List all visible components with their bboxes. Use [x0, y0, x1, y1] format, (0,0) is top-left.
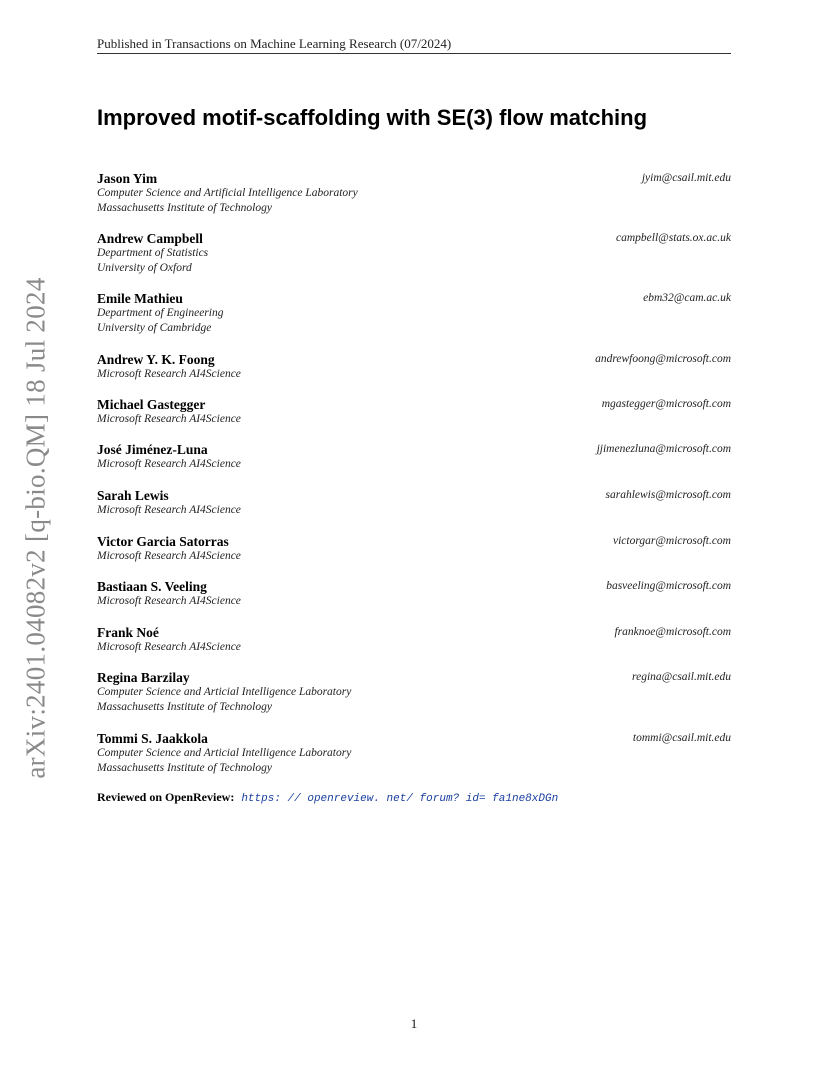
- author-email[interactable]: campbell@stats.ox.ac.uk: [615, 232, 731, 244]
- author-email[interactable]: jyim@csail.mit.edu: [641, 172, 731, 184]
- author-affiliation: Computer Science and Artificial Intelligence Laboratory: [97, 187, 358, 199]
- author-affiliation: Massachusetts Institute of Technology: [97, 701, 272, 713]
- reviewed-label: Reviewed on OpenReview:: [97, 790, 235, 804]
- author-email[interactable]: jjimenezluna@microsoft.com: [596, 443, 731, 455]
- paper-title: Improved motif-scaffolding with SE(3) flow matching: [97, 105, 648, 130]
- author-block: [97, 442, 731, 472]
- author-block: [97, 579, 731, 609]
- author-name: Andrew Campbell: [97, 231, 203, 246]
- author-block: [97, 534, 731, 564]
- author-name: José Jiménez-Luna: [97, 442, 208, 457]
- author-name: Sarah Lewis: [97, 488, 169, 503]
- author-name: Andrew Y. K. Foong: [97, 352, 215, 367]
- author-email[interactable]: mgastegger@microsoft.com: [601, 398, 731, 410]
- author-email[interactable]: regina@csail.mit.edu: [632, 671, 731, 683]
- author-affiliation: Computer Science and Articial Intelligence Laboratory: [97, 686, 352, 698]
- author-block: [97, 352, 731, 382]
- author-block: [97, 670, 731, 715]
- running-header: Published in Transactions on Machine Learning Research (07/2024): [97, 36, 452, 51]
- author-block: [97, 488, 731, 518]
- author-affiliation: University of Cambridge: [97, 322, 212, 334]
- author-email[interactable]: andrewfoong@microsoft.com: [595, 353, 731, 365]
- author-name: Frank Noé: [97, 625, 159, 640]
- author-email[interactable]: ebm32@cam.ac.uk: [643, 292, 731, 304]
- author-name: Jason Yim: [97, 171, 158, 186]
- author-email[interactable]: basveeling@microsoft.com: [606, 580, 731, 592]
- author-email[interactable]: tommi@csail.mit.edu: [632, 732, 731, 744]
- author-name: Regina Barzilay: [97, 670, 190, 685]
- author-email[interactable]: franknoe@microsoft.com: [614, 626, 731, 638]
- page-number: 1: [410, 1016, 418, 1031]
- author-block: [97, 731, 731, 776]
- author-affiliation: University of Oxford: [97, 262, 192, 274]
- author-name: Michael Gastegger: [97, 397, 206, 412]
- author-affiliation: Massachusetts Institute of Technology: [97, 202, 272, 214]
- author-name: Emile Mathieu: [97, 291, 183, 306]
- author-affiliation: Microsoft Research AI4Science: [97, 504, 241, 516]
- author-name: Tommi S. Jaakkola: [97, 731, 208, 746]
- author-block: [97, 231, 731, 276]
- author-affiliation: Microsoft Research AI4Science: [97, 368, 241, 380]
- reviewed-line: [97, 790, 558, 805]
- author-block: [97, 291, 731, 336]
- author-affiliation: Massachusetts Institute of Technology: [97, 762, 272, 774]
- author-affiliation: Microsoft Research AI4Science: [97, 595, 241, 607]
- author-block: [97, 625, 731, 655]
- author-name: Victor Garcia Satorras: [97, 534, 229, 549]
- author-name: Bastiaan S. Veeling: [97, 579, 207, 594]
- arxiv-stamp[interactable]: arXiv:2401.04082v2 [q-bio.QM] 18 Jul 2024: [20, 277, 51, 779]
- author-affiliation: Microsoft Research AI4Science: [97, 458, 241, 470]
- author-affiliation: Microsoft Research AI4Science: [97, 413, 241, 425]
- openreview-link[interactable]: https: // openreview. net/ forum? id= fa1ne8xDGn: [241, 793, 559, 805]
- author-block: [97, 171, 731, 216]
- author-email[interactable]: victorgar@microsoft.com: [612, 535, 731, 547]
- author-affiliation: Department of Statistics: [97, 247, 209, 259]
- author-block: [97, 397, 731, 427]
- author-affiliation: Microsoft Research AI4Science: [97, 641, 241, 653]
- author-affiliation: Department of Engineering: [97, 307, 224, 319]
- header-rule: [97, 53, 731, 54]
- author-affiliation: Microsoft Research AI4Science: [97, 550, 241, 562]
- author-affiliation: Computer Science and Articial Intelligence Laboratory: [97, 747, 352, 759]
- author-email[interactable]: sarahlewis@microsoft.com: [605, 489, 731, 501]
